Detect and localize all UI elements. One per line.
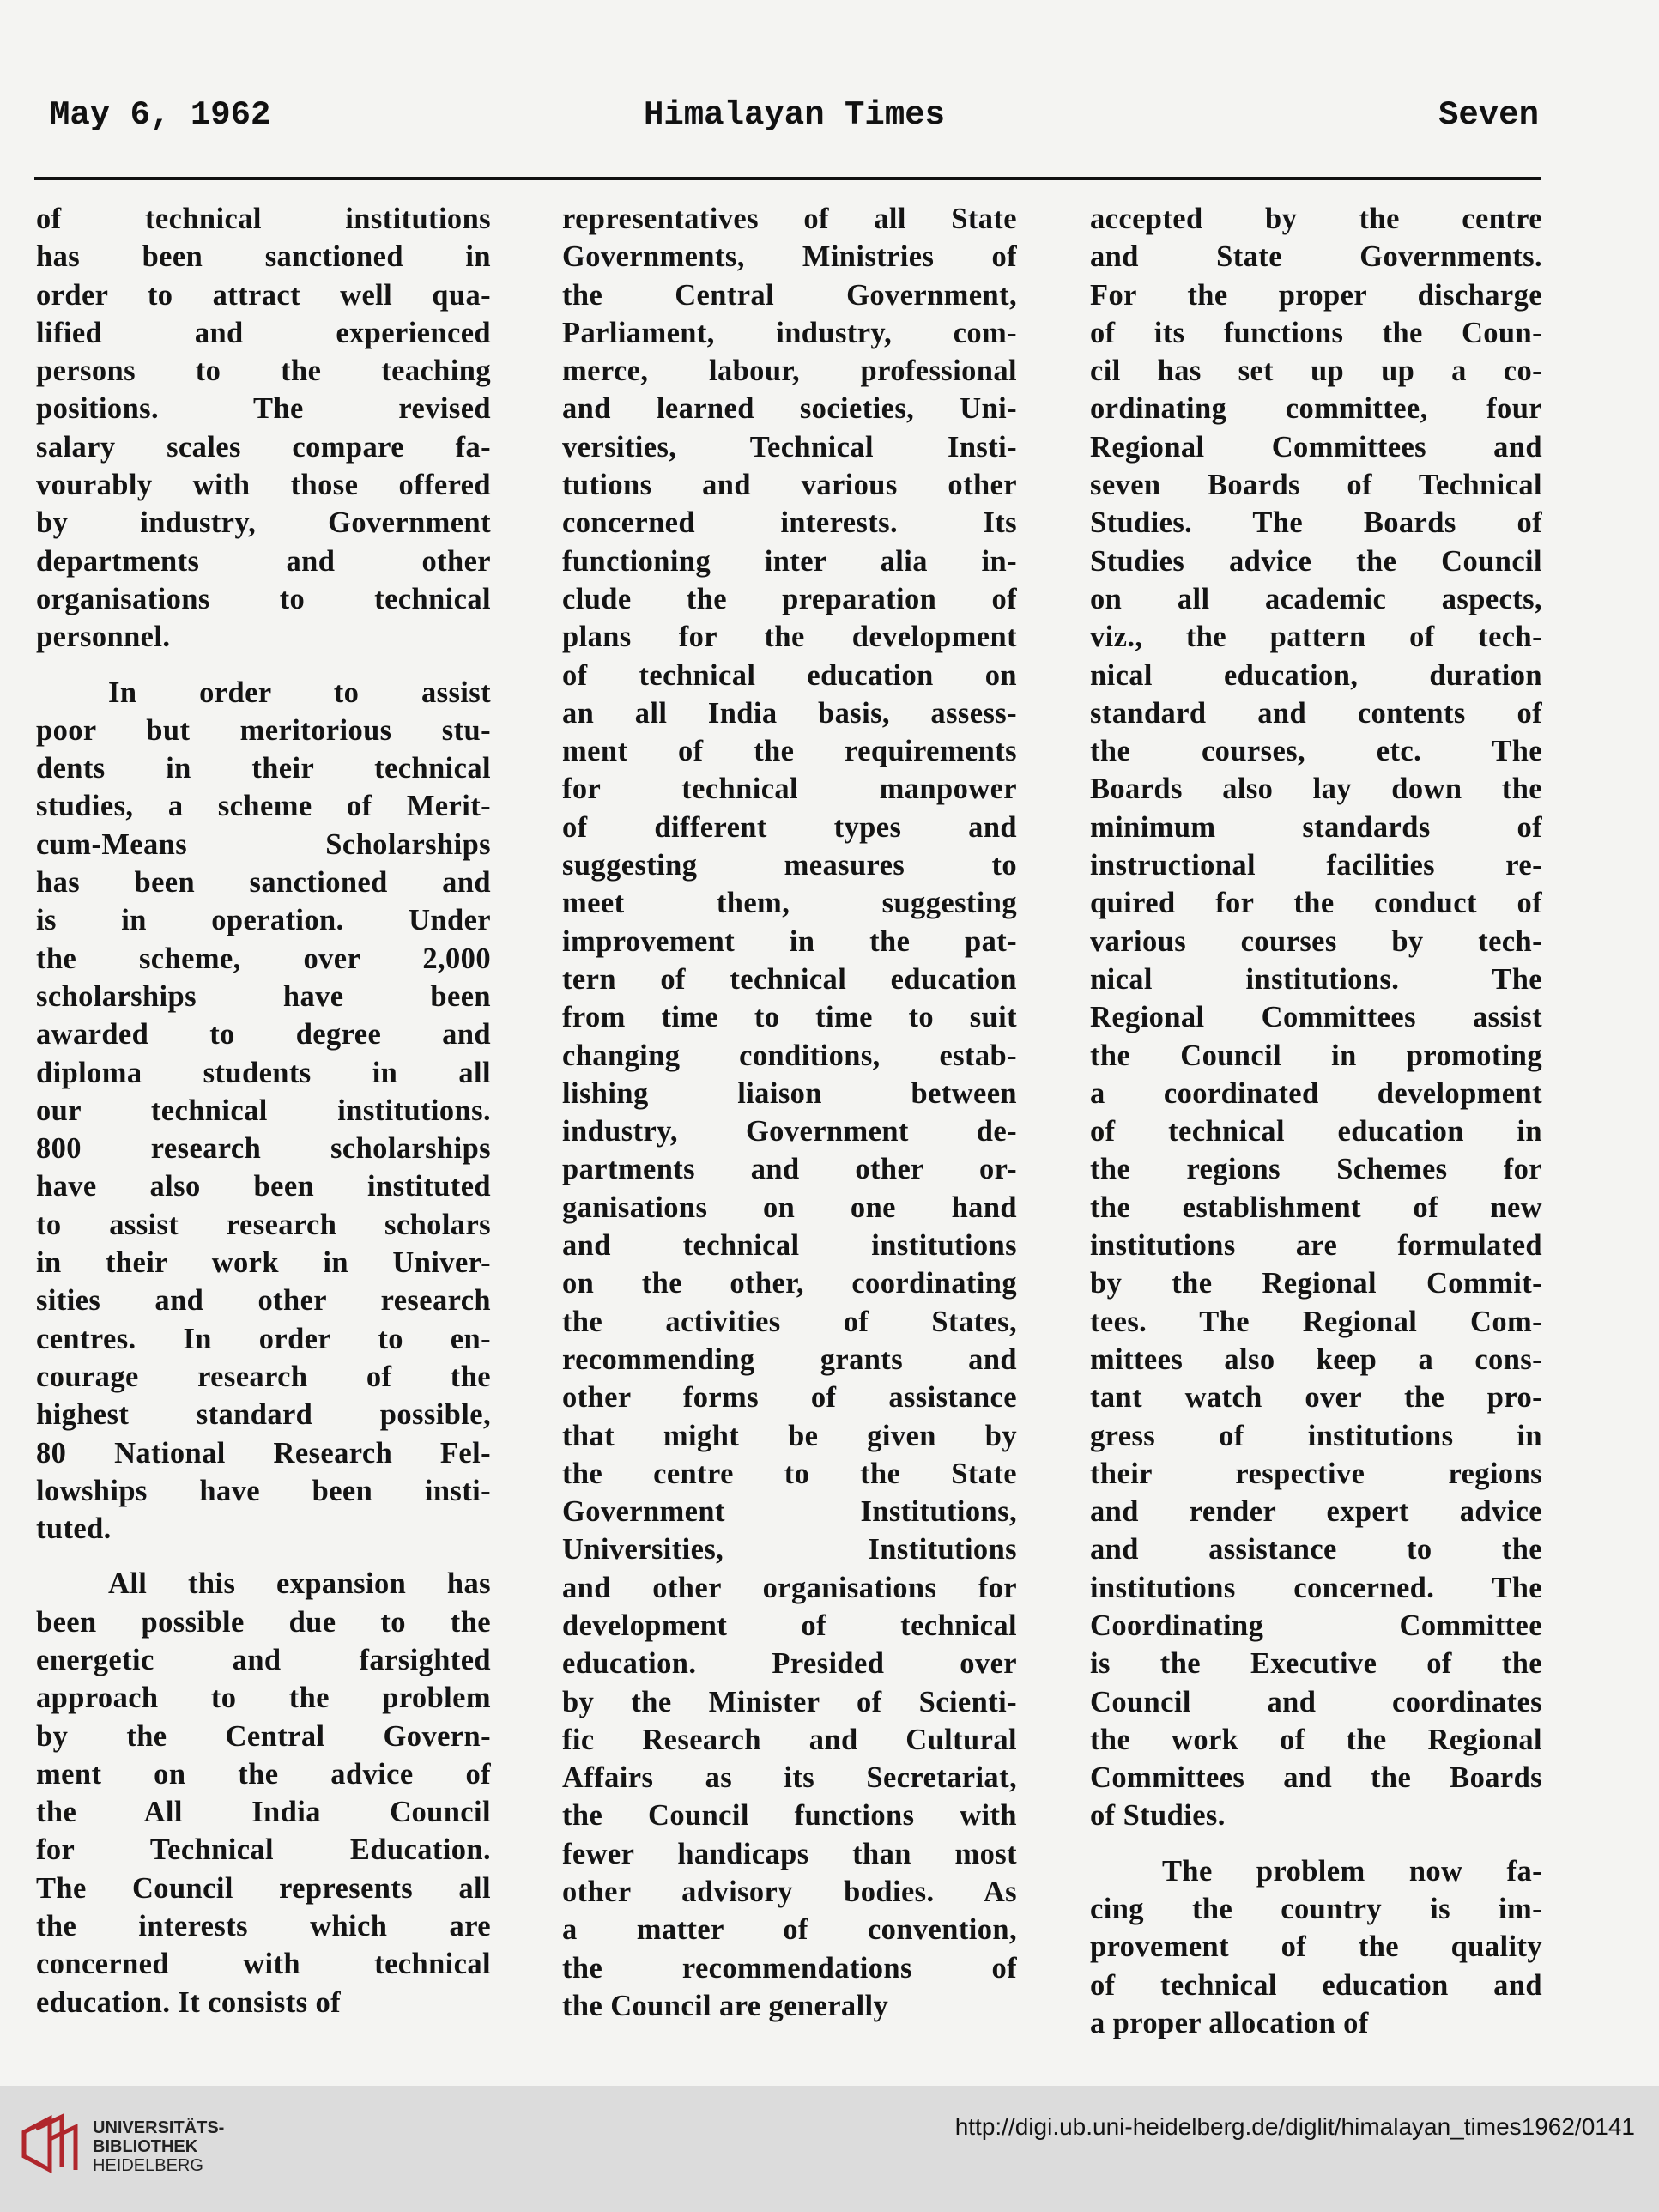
text-line: All this expansion has [108,1567,491,1601]
text-line: personnel. [36,621,171,654]
text-line: approach to the problem [36,1682,491,1715]
text-line: representatives of all State [562,203,1017,235]
text-line: quired for the conduct of [1090,887,1542,920]
text-line: studies, a scheme of Merit- [36,790,491,823]
text-line: recommending grants and [562,1342,1017,1376]
text-line: accepted by the centre [1090,203,1542,235]
text-line: 800 research scholarships [36,1132,491,1166]
text-line: and render expert advice [1090,1495,1542,1529]
text-line: on all academic aspects, [1090,582,1542,615]
text-line: the All India Council [36,1796,491,1829]
text-line: merce, labour, professional [562,355,1017,388]
text-line: from time to time to suit [562,1001,1017,1034]
text-line: cing the country is im- [1090,1893,1542,1926]
text-line: education. It consists of [36,1985,342,2019]
article-column-2 [562,200,1017,2025]
text-line: industry, Government de- [562,1115,1017,1148]
text-line: instructional facilities re- [1090,849,1542,882]
text-line: has been sanctioned in [36,240,491,274]
library-footer [0,2086,1659,2212]
text-line: the courses, etc. The [1090,735,1542,768]
text-line: poor but meritorious stu- [36,713,491,747]
text-line: 80 National Research Fel- [36,1436,491,1470]
text-line: nical institutions. The [1090,962,1542,996]
text-line: courage research of the [36,1360,491,1393]
article-column-3 [1090,200,1542,2042]
text-line: the scheme, over 2,000 [36,942,491,975]
text-line: centres. In order to en- [36,1322,491,1355]
text-line: Boards also lay down the [1090,773,1542,806]
text-line: nical education, duration [1090,658,1542,692]
text-line: mittees also keep a cons- [1090,1342,1542,1376]
text-line: lishing liaison between [562,1076,1017,1110]
text-line: the Council functions with [562,1799,1017,1833]
text-line: and State Governments. [1090,240,1542,274]
text-line: tern of technical education [562,962,1017,996]
university-library-logo-icon[interactable] [19,2113,81,2175]
text-line: concerned interests. Its [562,506,1017,540]
text-line: to assist research scholars [36,1208,491,1241]
text-line: order to attract well qua- [36,278,491,312]
text-line: education. Presided over [562,1647,1017,1681]
text-line: The problem now fa- [1162,1854,1542,1888]
text-line: tant watch over the pro- [1090,1381,1542,1415]
text-line: by industry, Government [36,506,491,540]
text-line: been possible due to the [36,1605,491,1639]
text-line: development of technical [562,1609,1017,1642]
text-line: cum-Means Scholarships [36,827,491,861]
text-line: for technical manpower [562,773,1017,806]
text-line: diploma students in all [36,1056,491,1089]
text-line: Universities, Institutions [562,1533,1017,1567]
library-name[interactable] [93,2118,224,2175]
text-line: the regions Schemes for [1090,1153,1542,1186]
text-line: of technical institutions [36,203,491,235]
text-line: other advisory bodies. As [562,1876,1017,1909]
text-line: other forms of assistance [562,1381,1017,1415]
article-column-1 [36,200,491,2021]
text-line: the recommendations of [562,1951,1017,1985]
text-line: the interests which are [36,1910,491,1943]
text-line: functioning inter alia in- [562,544,1017,578]
text-line: Regional Committees assist [1090,1001,1542,1034]
text-line: cil has set up up a co- [1090,355,1542,388]
text-line: Committees and the Boards [1090,1761,1542,1795]
text-line: tuted. [36,1512,112,1546]
issue-date: May 6, 1962 [50,96,271,134]
text-line: dents in their technical [36,752,491,785]
text-line: organisations to technical [36,582,491,615]
text-line: and learned societies, Uni- [562,392,1017,426]
text-line: ment of the requirements [562,735,1017,768]
text-line: In order to assist [108,676,491,709]
text-line: departments and other [36,544,491,578]
text-line: ganisations on one hand [562,1191,1017,1224]
paragraph-gap [36,657,491,674]
text-line: tutions and various other [562,469,1017,502]
text-line: by the Minister of Scienti- [562,1685,1017,1718]
text-line: Council and coordinates [1090,1685,1542,1718]
text-line: of technical education on [562,658,1017,692]
text-line: minimum standards of [1090,810,1542,844]
text-line: by the Regional Commit- [1090,1267,1542,1300]
text-line: a coordinated development [1090,1076,1542,1110]
text-line: Affairs as its Secretariat, [562,1761,1017,1795]
text-line: by the Central Govern- [36,1719,491,1753]
text-line: meet them, suggesting [562,887,1017,920]
text-line: an all India basis, assess- [562,696,1017,730]
text-line: partments and other or- [562,1153,1017,1186]
text-line: a proper allocation of [1090,2006,1369,2039]
text-line: seven Boards of Technical [1090,469,1542,502]
text-line: Coordinating Committee [1090,1609,1542,1642]
paragraph-gap [1090,1835,1542,1852]
text-line: the activities of States, [562,1305,1017,1338]
text-line: the establishment of new [1090,1191,1542,1224]
text-line: sities and other research [36,1284,491,1318]
library-name-line-1: UNIVERSITÄTS- [93,2118,225,2137]
text-line: in their work in Univer- [36,1246,491,1280]
library-name-line-3: HEIDELBERG [93,2156,203,2175]
text-line: is in operation. Under [36,904,491,937]
text-line: of its functions the Coun- [1090,316,1542,349]
text-line: awarded to degree and [36,1018,491,1051]
text-line: the Central Government, [562,278,1017,312]
text-line: provement of the quality [1090,1930,1542,1964]
text-line: highest standard possible, [36,1398,491,1432]
library-name-line-2: BIBLIOTHEK [93,2137,198,2156]
text-line: the work of the Regional [1090,1723,1542,1756]
text-line: of Studies. [1090,1799,1226,1833]
header-rule [34,177,1541,180]
text-line: Government Institutions, [562,1495,1017,1529]
text-line: persons to the teaching [36,355,491,388]
text-line: tees. The Regional Com- [1090,1305,1542,1338]
text-line: fewer handicaps than most [562,1837,1017,1870]
text-line: of different types and [562,810,1017,844]
text-line: improvement in the pat- [562,924,1017,958]
text-line: of technical education in [1090,1115,1542,1148]
text-line: and technical institutions [562,1229,1017,1263]
text-line: The Council represents all [36,1871,491,1905]
text-line: have also been instituted [36,1170,491,1203]
text-line: Studies. The Boards of [1090,506,1542,540]
text-line: Parliament, industry, com- [562,316,1017,349]
text-line: gress of institutions in [1090,1419,1542,1452]
text-line: fic Research and Cultural [562,1723,1017,1756]
text-line: Studies advice the Council [1090,544,1542,578]
text-line: institutions are formulated [1090,1229,1542,1263]
text-line: versities, Technical Insti- [562,430,1017,464]
text-line: their respective regions [1090,1457,1542,1490]
text-line: scholarships have been [36,979,491,1013]
text-line: energetic and farsighted [36,1643,491,1676]
text-line: standard and contents of [1090,696,1542,730]
text-line: plans for the development [562,621,1017,654]
masthead [50,96,1539,148]
text-line: lified and experienced [36,316,491,349]
text-line: the centre to the State [562,1457,1017,1490]
text-line: the Council in promoting [1090,1039,1542,1072]
text-line: on the other, coordinating [562,1267,1017,1300]
text-line: our technical institutions. [36,1094,491,1127]
permalink-url[interactable]: http://digi.ub.uni-heidelberg.de/diglit/himalayan_times1962/0141 [954,2113,1635,2140]
text-line: of technical education and [1090,1968,1542,2002]
text-line: Regional Committees and [1090,430,1542,464]
page-number: Seven [1438,96,1539,134]
text-line: vourably with those offered [36,469,491,502]
text-line: concerned with technical [36,1948,491,1981]
text-line: has been sanctioned and [36,866,491,900]
text-line: a matter of convention, [562,1913,1017,1947]
text-line: that might be given by [562,1419,1017,1452]
text-line: and other organisations for [562,1571,1017,1604]
text-line: Governments, Ministries of [562,240,1017,274]
text-line: For the proper discharge [1090,278,1542,312]
text-line: ordinating committee, four [1090,392,1542,426]
text-line: viz., the pattern of tech- [1090,621,1542,654]
text-line: and assistance to the [1090,1533,1542,1567]
text-line: clude the preparation of [562,582,1017,615]
text-line: the Council are generally [562,1989,889,2022]
text-line: is the Executive of the [1090,1647,1542,1681]
text-line: changing conditions, estab- [562,1039,1017,1072]
text-line: salary scales compare fa- [36,430,491,464]
paragraph-gap [36,1548,491,1565]
text-line: ment on the advice of [36,1757,491,1791]
text-line: various courses by tech- [1090,924,1542,958]
text-line: positions. The revised [36,392,491,426]
newspaper-title: Himalayan Times [643,96,946,134]
text-line: for Technical Education. [36,1833,491,1867]
text-line: suggesting measures to [562,849,1017,882]
text-line: institutions concerned. The [1090,1571,1542,1604]
text-line: lowships have been insti- [36,1474,491,1507]
